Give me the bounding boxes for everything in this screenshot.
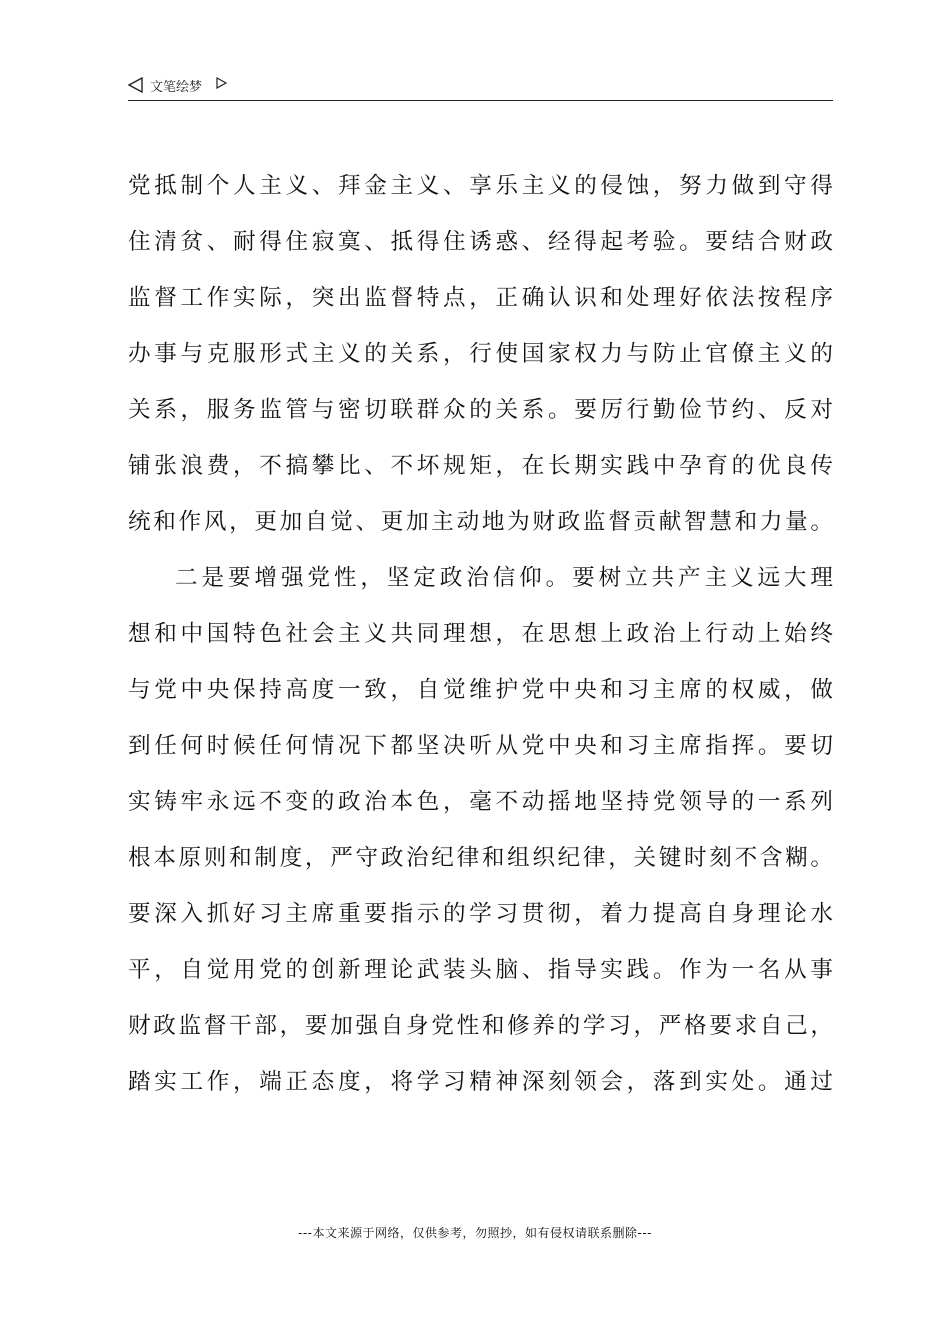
paragraph-start-line: 二是要增强党性，坚定政治信仰。要树立共产主义远大理 bbox=[175, 565, 833, 591]
text-line: 与党中央保持高度一致，自觉维护党中央和习主席的权威，做 bbox=[128, 677, 833, 703]
text-line: 党抵制个人主义、拜金主义、享乐主义的侵蚀，努力做到守得 bbox=[128, 173, 833, 199]
page-header bbox=[128, 72, 833, 101]
footer-disclaimer: ---本文来源于网络，仅供参考，勿照抄，如有侵权请联系删除--- bbox=[298, 1226, 652, 1240]
text-line: 监督工作实际，突出监督特点，正确认识和处理好依法按程序 bbox=[128, 285, 833, 311]
text-line: 财政监督干部，要加强自身党性和修养的学习，严格要求自己， bbox=[128, 1013, 833, 1039]
text-line: 铺张浪费，不搞攀比、不坏规矩，在长期实践中孕育的优良传 bbox=[128, 453, 833, 479]
text-line: 关系，服务监管与密切联群众的关系。要厉行勤俭节约、反对 bbox=[128, 397, 833, 423]
text-line: 要深入抓好习主席重要指示的学习贯彻，着力提高自身理论水 bbox=[128, 901, 833, 927]
text-line: 踏实工作，端正态度，将学习精神深刻领会，落到实处。通过 bbox=[128, 1069, 833, 1095]
body-text bbox=[128, 158, 833, 1110]
text-line: 实铸牢永远不变的政治本色，毫不动摇地坚持党领导的一系列 bbox=[128, 789, 833, 815]
text-line: 根本原则和制度，严守政治纪律和组织纪律，关键时刻不含糊。 bbox=[128, 845, 833, 871]
header-brand: 文笔绘梦 bbox=[150, 80, 203, 95]
text-line: 到任何时候任何情况下都坚决听从党中央和习主席指挥。要切 bbox=[128, 733, 833, 759]
text-line: 办事与克服形式主义的关系，行使国家权力与防止官僚主义的 bbox=[128, 341, 833, 367]
triangle-right-icon bbox=[216, 77, 227, 89]
text-line: 统和作风，更加自觉、更加主动地为财政监督贡献智慧和力量。 bbox=[128, 509, 833, 535]
triangle-left-icon bbox=[128, 77, 144, 93]
text-line: 平，自觉用党的创新理论武装头脑、指导实践。作为一名从事 bbox=[128, 957, 833, 983]
text-line: 住清贫、耐得住寂寞、抵得住诱惑、经得起考验。要结合财政 bbox=[128, 229, 833, 255]
text-line: 想和中国特色社会主义共同理想，在思想上政治上行动上始终 bbox=[128, 621, 833, 647]
